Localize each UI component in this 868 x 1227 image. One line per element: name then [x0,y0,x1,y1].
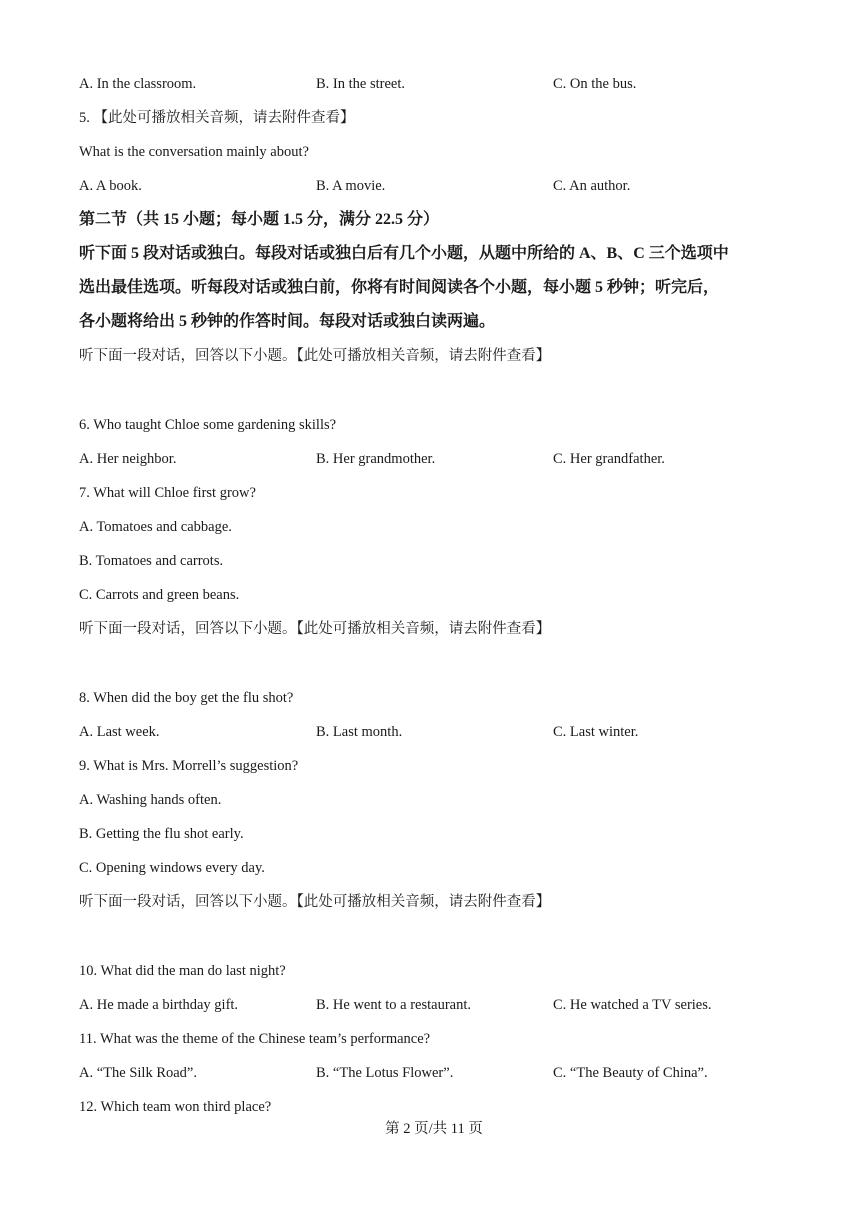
q7-option-c: C. Carrots and green beans. [79,587,240,603]
q10-option-c: C. He watched a TV series. [553,997,712,1013]
q11-question: 11. What was the theme of the Chinese team’s performance? [79,1031,431,1047]
q4-option-a: A. In the classroom. [79,76,197,92]
q10-option-a: A. He made a birthday gift. [79,997,239,1013]
q7-question: 7. What will Chloe first grow? [79,485,256,501]
q5-option-c: C. An author. [553,178,631,194]
dialog-prompt-3: 听下面一段对话，回答以下小题。【此处可播放相关音频，请去附件查看】 [79,894,551,910]
q5-option-a: A. A book. [79,178,142,194]
q5-question: What is the conversation mainly about? [79,144,309,160]
q7-option-a: A. Tomatoes and cabbage. [79,519,232,535]
section2-heading: 第二节（共 15 小题；每小题 1.5 分，满分 22.5 分） [79,211,440,228]
section2-instruction-line3: 各小题将给出 5 秒钟的作答时间。每段对话或独白读两遍。 [79,313,496,330]
q12-question: 12. Which team won third place? [79,1099,272,1115]
q9-option-c: C. Opening windows every day. [79,860,265,876]
q8-option-c: C. Last winter. [553,724,639,740]
q7-option-b: B. Tomatoes and carrots. [79,553,224,569]
q8-option-b: B. Last month. [316,724,403,740]
q6-option-a: A. Her neighbor. [79,451,177,467]
dialog-prompt-1: 听下面一段对话，回答以下小题。【此处可播放相关音频，请去附件查看】 [79,348,551,364]
q10-option-b: B. He went to a restaurant. [316,997,472,1013]
q9-option-a: A. Washing hands often. [79,792,222,808]
q8-option-a: A. Last week. [79,724,160,740]
q8-question: 8. When did the boy get the flu shot? [79,690,294,706]
page-number: 第 2 页/共 11 页 [385,1121,483,1137]
q9-question: 9. What is Mrs. Morrell’s suggestion? [79,758,299,774]
q9-option-b: B. Getting the flu shot early. [79,826,244,842]
q11-option-a: A. “The Silk Road”. [79,1065,197,1081]
q4-option-b: B. In the street. [316,76,405,92]
q11-option-c: C. “The Beauty of China”. [553,1065,708,1081]
q6-option-c: C. Her grandfather. [553,451,665,467]
section2-instruction-line2: 选出最佳选项。听每段对话或独白前，你将有时间阅读各个小题，每小题 5 秒钟；听完后， [79,279,720,296]
q6-option-b: B. Her grandmother. [316,451,436,467]
q5-option-b: B. A movie. [316,178,386,194]
q6-question: 6. Who taught Chloe some gardening skills? [79,417,337,433]
dialog-prompt-2: 听下面一段对话，回答以下小题。【此处可播放相关音频，请去附件查看】 [79,621,551,637]
q5-audio-note: 5. 【此处可播放相关音频，请去附件查看】 [79,110,355,126]
section2-instruction-line1: 听下面 5 段对话或独白。每段对话或独白后有几个小题，从题中所给的 A、B、C 三个选项中 [79,245,729,262]
q11-option-b: B. “The Lotus Flower”. [316,1065,454,1081]
q10-question: 10. What did the man do last night? [79,963,286,979]
q4-option-c: C. On the bus. [553,76,637,92]
